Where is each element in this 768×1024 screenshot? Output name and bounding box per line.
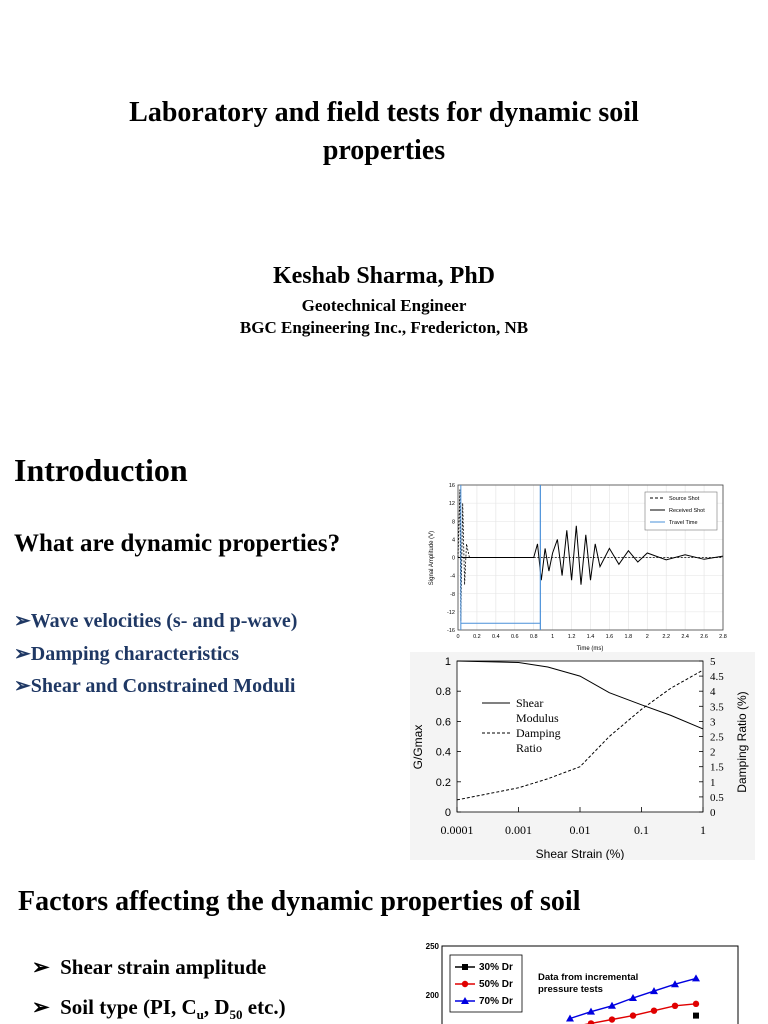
legend-50-marker [462, 981, 468, 987]
chart2-y2tick-label: 3.5 [710, 701, 724, 714]
slide-title [60, 94, 708, 170]
legend-50-label: 50% Dr [479, 979, 513, 990]
series-50-point [630, 1012, 636, 1018]
series-50-point [693, 1001, 699, 1007]
legend-shear-label-line1: Shear [516, 696, 544, 710]
chart1-xtick-label: 2 [645, 634, 649, 640]
chart1-xtick-label: 1 [551, 634, 555, 640]
series-50-point [609, 1016, 615, 1022]
chart1-y-label: Signal Amplitude (V) [429, 530, 435, 586]
slide-title-line1: Laboratory and field tests for dynamic soil [129, 97, 639, 128]
chart1-xtick-label: 2.4 [681, 634, 689, 640]
chart2-x-label: Shear Strain (%) [535, 847, 625, 860]
legend-30-marker [462, 964, 468, 970]
chart1-xtick-label: 0.6 [510, 634, 519, 640]
factor-bullet-marker-2: ➢ [32, 995, 50, 1019]
intro-question: What are dynamic properties? [14, 530, 341, 557]
chart2-ytick-label: 0.6 [435, 716, 451, 729]
chart2-xtick-label: 1 [700, 823, 706, 837]
chart2-y2tick-label: 3 [710, 716, 716, 729]
bullet-moduli: ➢Shear and Constrained Moduli [14, 675, 296, 697]
chart1-ytick-label: 16 [448, 483, 455, 489]
chart2-y2tick-label: 4 [710, 686, 716, 699]
chart1-ytick-label: 8 [451, 519, 455, 526]
velocity-pressure-chart [420, 938, 745, 1024]
author-role: Geotechnical Engineer [301, 296, 467, 315]
series-50-point [672, 1003, 678, 1009]
legend-30-label: 30% Dr [479, 962, 513, 973]
author-name: Keshab Sharma, PhD [272, 263, 496, 289]
factor-soil-type-mid: , D [203, 995, 230, 1019]
factor-bullet-marker: ➢ [32, 955, 50, 979]
factor-soil-type-post: etc.) [242, 995, 286, 1019]
chart1-ytick-label: -4 [450, 573, 455, 580]
chart3-ytick-200: 200 [425, 991, 439, 1000]
chart1-legend [645, 492, 717, 530]
legend-source-label: Source Shot [669, 496, 700, 502]
chart3-annotation-line2: pressure tests [538, 984, 603, 995]
chart1-xtick-label: 1.4 [586, 634, 595, 640]
chart2-ytick-label: 1 [444, 656, 451, 668]
chart1-x-label: Time (ms) [576, 646, 604, 652]
chart2-y2tick-label: 0 [710, 807, 716, 819]
chart1-xtick-label: 2.2 [662, 634, 671, 640]
series-50-point [651, 1008, 657, 1014]
chart1-xtick-label: 1.2 [567, 634, 576, 640]
factors-heading: Factors affecting the dynamic properties of soil [18, 886, 581, 917]
chart2-xtick-label: 0.0001 [440, 823, 474, 837]
legend-70-label: 70% Dr [479, 996, 513, 1007]
chart2-y2tick-label: 4.5 [710, 671, 724, 684]
chart1-xtick-label: 2.8 [719, 634, 727, 640]
slide-title-line2: properties [322, 135, 446, 166]
chart2-ytick-label: 0 [444, 807, 451, 819]
chart1-ytick-label: -8 [450, 591, 455, 598]
chart2-y2tick-label: 0.5 [710, 791, 724, 804]
chart1-ytick-label: -16 [447, 628, 455, 634]
chart2-y2tick-label: 2 [710, 746, 716, 759]
chart2-xtick-label: 0.01 [569, 823, 591, 837]
chart2-xtick-label: 0.1 [634, 823, 649, 837]
chart2-xtick-label: 0.001 [505, 823, 532, 837]
chart1-xtick-label: 1.8 [624, 634, 633, 640]
factor-bullet-strain [32, 955, 266, 980]
chart3-annotation-line1: Data from incremental [538, 972, 639, 983]
factor-soil-type-sub-50: 50 [229, 1007, 243, 1023]
chart1-ytick-label: 0 [451, 555, 455, 562]
chart3-legend [450, 955, 522, 1012]
chart1-xtick-label: 0.2 [473, 634, 481, 640]
intro-heading: Introduction [14, 452, 188, 488]
chart1-ytick-label: 4 [451, 537, 455, 544]
series-30-point [693, 1013, 699, 1019]
signal-time-chart [425, 480, 730, 655]
chart2-y2-label: Damping Ratio (%) [735, 691, 749, 793]
factor-soil-type-pre: Soil type (PI, C [60, 995, 197, 1019]
chart1-xtick-label: 0.4 [492, 634, 500, 640]
chart1-ytick-label: -12 [447, 609, 455, 616]
chart1-ytick-label: 12 [448, 501, 455, 508]
chart1-xtick-label: 2.6 [700, 634, 708, 640]
chart2-y2tick-label: 1 [710, 776, 716, 789]
chart2-plot-frame [457, 661, 703, 812]
legend-travel-label: Travel Time [669, 520, 698, 526]
chart2-y2tick-label: 5 [710, 656, 716, 668]
modulus-damping-chart [410, 652, 755, 860]
legend-received-label: Received Shot [669, 508, 705, 514]
factor-bullet-soil-type [32, 995, 286, 1023]
chart1-xtick-label: 0 [456, 634, 460, 640]
chart2-ytick-label: 0.2 [435, 776, 451, 789]
bullet-damping: ➢Damping characteristics [14, 643, 240, 665]
chart2-ytick-label: 0.4 [435, 746, 451, 759]
legend-damping-label-line1: Damping [516, 726, 561, 740]
chart2-y2tick-label: 2.5 [710, 731, 724, 744]
chart2-y-label: G/Gmax [411, 724, 425, 770]
chart1-xtick-label: 1.6 [605, 634, 614, 640]
chart1-xtick-label: 0.8 [529, 634, 538, 640]
chart2-y2tick-label: 1.5 [710, 761, 724, 774]
chart2-ytick-label: 0.8 [435, 686, 451, 699]
legend-shear-label-line2: Modulus [516, 711, 559, 725]
chart3-ytick-250: 250 [425, 942, 439, 951]
legend-damping-label-line2: Ratio [516, 741, 542, 755]
factor-bullet-strain-text: Shear strain amplitude [60, 955, 267, 979]
factor-soil-type-sub-u: u [196, 1007, 204, 1023]
bullet-wave-velocities: ➢Wave velocities (s- and p-wave) [14, 610, 298, 632]
author-affiliation: BGC Engineering Inc., Fredericton, NB [239, 318, 529, 337]
